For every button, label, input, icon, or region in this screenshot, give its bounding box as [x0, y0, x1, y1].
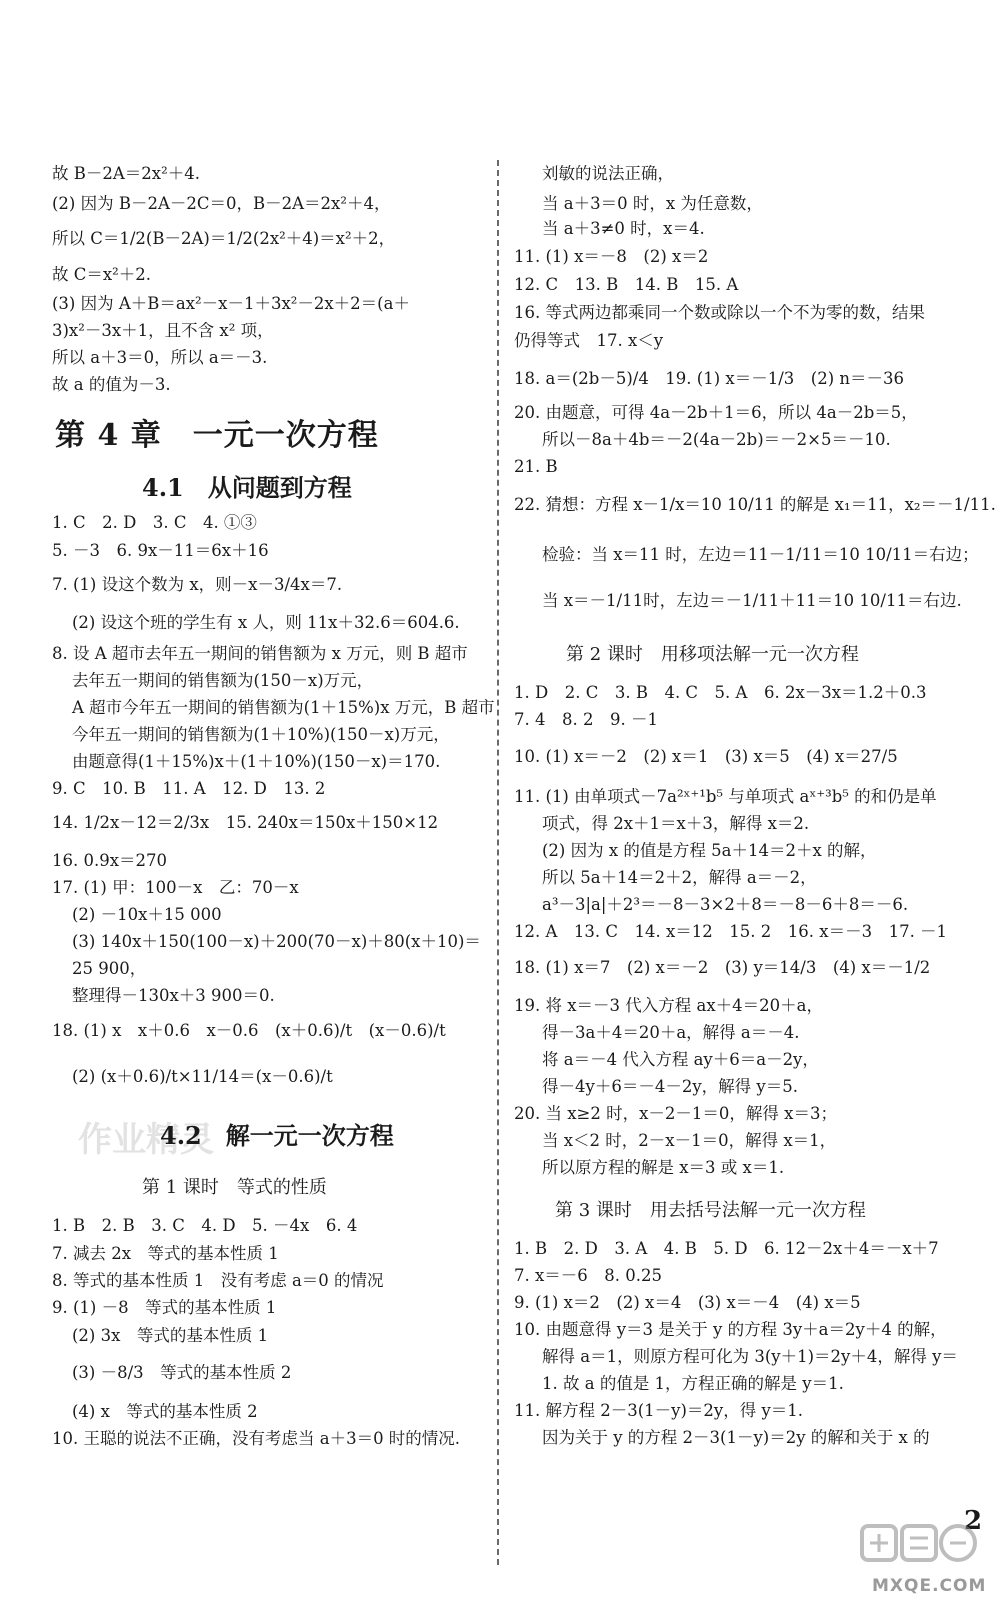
answer-line: (2) －10x＋15 000	[72, 905, 222, 924]
answer-line: (2) 3x 等式的基本性质 1	[72, 1326, 269, 1345]
answer-line: 9. (1) x＝2 (2) x＝4 (3) x＝－4 (4) x＝5	[514, 1293, 861, 1312]
section-title-4-2: 4.2 解一元一次方程	[160, 1121, 394, 1150]
section-title-4-1: 4.1 从问题到方程	[142, 473, 352, 502]
answer-line: 刘敏的说法正确，	[542, 164, 674, 183]
answer-line: 22. 猜想：方程 x－1/x＝10 10/11 的解是 x₁＝11，x₂＝－1/11.	[514, 495, 996, 514]
answer-line: 20. 由题意，可得 4a－2b＋1＝6，所以 4a－2b＝5，	[514, 403, 918, 422]
answer-line: 18. a＝(2b－5)/4 19. (1) x＝－1/3 (2) n＝－36	[514, 369, 905, 388]
answer-line: 所以 C＝1/2(B－2A)＝1/2(2x²＋4)＝x²＋2，	[52, 229, 396, 248]
answer-line: 3)x²－3x＋1，且不含 x² 项，	[52, 321, 274, 340]
answer-line: 12. A 13. C 14. x＝12 15. 2 16. x＝－3 17. －1	[514, 922, 948, 941]
answer-line: 7. x＝－6 8. 0.25	[514, 1266, 663, 1285]
answer-line: 10. (1) x＝－2 (2) x＝1 (3) x＝5 (4) x＝27/5	[514, 747, 898, 766]
watermark-text: MXQE.COM	[872, 1576, 987, 1596]
answer-line: 得－3a＋4＝20＋a，解得 a＝－4.	[542, 1023, 800, 1042]
answer-line: (3) －8/3 等式的基本性质 2	[72, 1363, 292, 1382]
answer-line: 所以－8a＋4b＝－2(4a－2b)＝－2×5＝－10.	[542, 430, 891, 449]
answer-line: 得－4y＋6＝－4－2y，解得 y＝5.	[542, 1077, 798, 1096]
answer-line: 14. 1/2x－12＝2/3x 15. 240x＝150x＋150×12	[52, 813, 439, 832]
answer-line: 7. 减去 2x 等式的基本性质 1	[52, 1244, 279, 1263]
answer-line: 20. 当 x≥2 时，x－2－1＝0，解得 x＝3；	[514, 1104, 837, 1123]
answer-line: 检验：当 x＝11 时，左边＝11－1/11＝10 10/11＝右边；	[542, 545, 979, 564]
answer-line: 故 a 的值为－3.	[52, 375, 171, 394]
answer-line: (2) (x＋0.6)/t×11/14＝(x－0.6)/t	[72, 1067, 333, 1086]
answer-line: (3) 140x＋150(100－x)＋200(70－x)＋80(x＋10)＝	[72, 932, 481, 951]
answer-line: 所以 5a＋14＝2＋2，解得 a＝－2，	[542, 868, 817, 887]
answer-line: 将 a＝－4 代入方程 ay＋6＝a－2y，	[542, 1050, 819, 1069]
answer-line: 21. B	[514, 457, 558, 476]
answer-line: 11. (1) x＝－8 (2) x＝2	[514, 247, 709, 266]
answer-line: 11. 解方程 2－3(1－y)＝2y，得 y＝1.	[514, 1401, 804, 1420]
answer-line: 当 a＋3＝0 时，x 为任意数，	[542, 194, 763, 213]
answer-line: 19. 将 x＝－3 代入方程 ax＋4＝20＋a，	[514, 996, 823, 1015]
answer-line: 7. (1) 设这个数为 x，则－x－3/4x＝7.	[52, 575, 343, 594]
answer-line: 16. 0.9x＝270	[52, 851, 168, 870]
answer-line: 16. 等式两边都乘同一个数或除以一个不为零的数，结果	[514, 303, 925, 322]
answer-line: 因为关于 y 的方程 2－3(1－y)＝2y 的解和关于 x 的	[542, 1428, 930, 1447]
answer-line: 18. (1) x x＋0.6 x－0.6 (x＋0.6)/t (x－0.6)/t	[52, 1021, 446, 1040]
answer-line: (4) x 等式的基本性质 2	[72, 1402, 258, 1421]
answer-line: 解得 a＝1，则原方程可化为 3(y＋1)＝2y＋4，解得 y＝	[542, 1347, 958, 1366]
answer-line: 17. (1) 甲：100－x 乙：70－x	[52, 878, 299, 897]
answer-line: 故 C＝x²＋2.	[52, 265, 152, 284]
answer-line: 故 B－2A＝2x²＋4.	[52, 164, 200, 183]
answer-line: 5. －3 6. 9x－11＝6x＋16	[52, 541, 269, 560]
page-number: 2	[964, 1506, 983, 1536]
chapter-title: 第 4 章 一元一次方程	[55, 418, 379, 453]
answer-line: 今年五一期间的销售额为(1＋10%)(150－x)万元，	[72, 725, 450, 744]
answer-line: 当 x＜2 时，2－x－1＝0，解得 x＝1，	[542, 1131, 837, 1150]
lesson-title-3: 第 3 课时 用去括号法解一元一次方程	[555, 1200, 866, 1221]
answer-line: 当 x＝－1/11时，左边＝－1/11＋11＝10 10/11＝右边.	[542, 591, 962, 610]
lesson-title-2: 第 2 课时 用移项法解一元一次方程	[566, 644, 859, 665]
answer-line: 18. (1) x＝7 (2) x＝－2 (3) y＝14/3 (4) x＝－1/2	[514, 958, 931, 977]
answer-line: 10. 由题意得 y＝3 是关于 y 的方程 3y＋a＝2y＋4 的解，	[514, 1320, 947, 1339]
answer-line: 由题意得(1＋15%)x＋(1＋10%)(150－x)＝170.	[72, 752, 441, 771]
answer-line: 12. C 13. B 14. B 15. A	[514, 275, 739, 294]
answer-line: (2) 因为 B－2A－2C＝0，B－2A＝2x²＋4，	[52, 194, 391, 213]
answer-line: 9. (1) －8 等式的基本性质 1	[52, 1298, 277, 1317]
answer-line: 1. 故 a 的值是 1，方程正确的解是 y＝1.	[542, 1374, 844, 1393]
answer-line: (3) 因为 A＋B＝ax²－x－1＋3x²－2x＋2＝(a＋	[52, 294, 410, 313]
answer-line: a³－3|a|＋2³＝－8－3×2＋8＝－8－6＋8＝－6.	[542, 895, 909, 914]
answer-line: 8. 等式的基本性质 1 没有考虑 a＝0 的情况	[52, 1271, 384, 1290]
lesson-title-1: 第 1 课时 等式的性质	[142, 1177, 327, 1198]
answer-line: 所以原方程的解是 x＝3 或 x＝1.	[542, 1158, 785, 1177]
answer-line: 8. 设 A 超市去年五一期间的销售额为 x 万元，则 B 超市	[52, 644, 468, 663]
answer-line: (2) 因为 x 的值是方程 5a＋14＝2＋x 的解，	[542, 841, 877, 860]
answer-line: 仍得等式 17. x＜y	[514, 331, 664, 350]
answer-line: 25 900，	[72, 959, 147, 978]
answer-line: 9. C 10. B 11. A 12. D 13. 2	[52, 779, 326, 798]
answer-line: 11. (1) 由单项式－7a²ˣ⁺¹b⁵ 与单项式 aˣ⁺³b⁵ 的和仍是单	[514, 787, 937, 806]
answer-line: 1. B 2. B 3. C 4. D 5. －4x 6. 4	[52, 1216, 358, 1235]
column-divider	[497, 160, 499, 1565]
answer-line: 去年五一期间的销售额为(150－x)万元，	[72, 671, 374, 690]
answer-line: 所以 a＋3＝0，所以 a＝－3.	[52, 348, 268, 367]
answer-line: 10. 王聪的说法不正确，没有考虑当 a＋3＝0 时的情况.	[52, 1429, 461, 1448]
answer-line: (2) 设这个班的学生有 x 人，则 11x＋32.6＝604.6.	[72, 613, 460, 632]
answer-line: 7. 4 8. 2 9. －1	[514, 710, 658, 729]
answer-line: 1. C 2. D 3. C 4. ①③	[52, 513, 257, 532]
faint-stamp: 作业精灵	[78, 1120, 214, 1160]
answer-line: A 超市今年五一期间的销售额为(1＋15%)x 万元，B 超市	[72, 698, 495, 717]
answer-line: 当 a＋3≠0 时，x＝4.	[542, 219, 705, 238]
answer-line: 1. D 2. C 3. B 4. C 5. A 6. 2x－3x＝1.2＋0.3	[514, 683, 927, 702]
answer-line: 整理得－130x＋3 900＝0.	[72, 986, 275, 1005]
answer-line: 1. B 2. D 3. A 4. B 5. D 6. 12－2x＋4＝－x＋7	[514, 1239, 939, 1258]
answer-line: 项式，得 2x＋1＝x＋3，解得 x＝2.	[542, 814, 810, 833]
